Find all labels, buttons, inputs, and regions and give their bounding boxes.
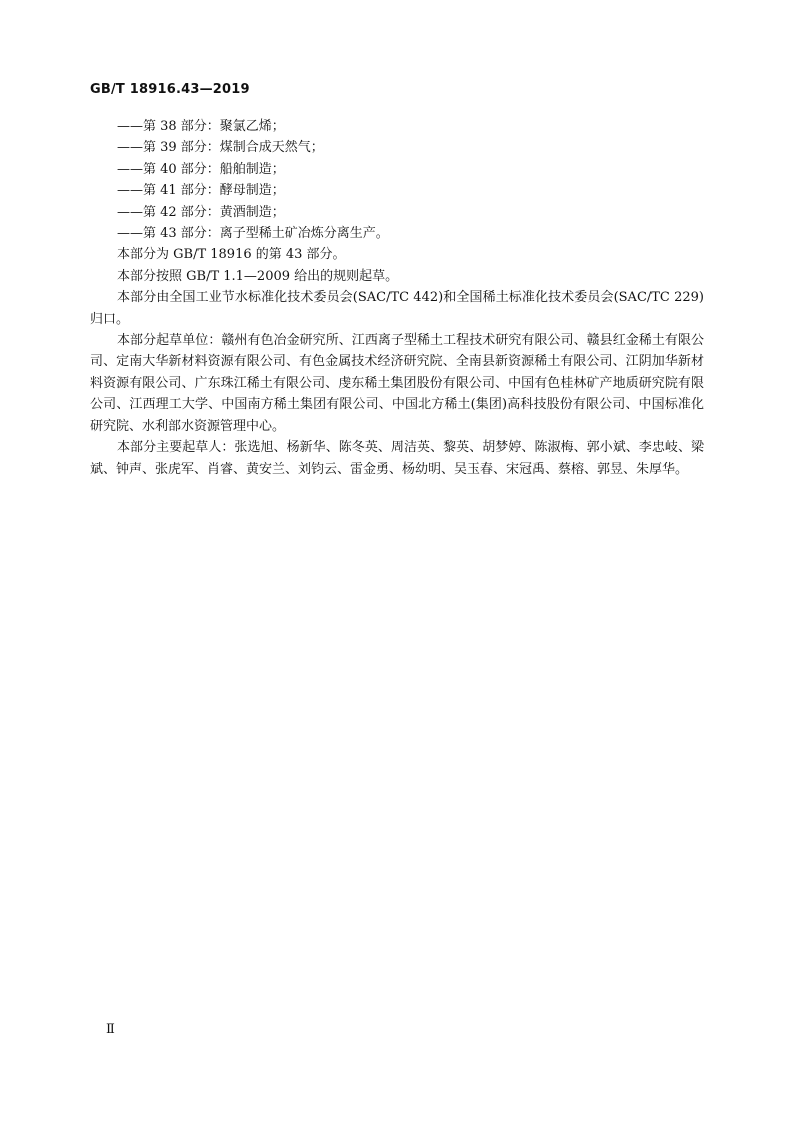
responsible-committee-paragraph: 本部分由全国工业节水标准化技术委员会(SAC/TC 442)和全国稀土标准化技术委员会(SAC/TC 229)归口。 (90, 290, 704, 327)
part-list-item: ——第 40 部分：船舶制造； (117, 161, 285, 177)
part-list-item: ——第 43 部分：离子型稀土矿冶炼分离生产。 (117, 226, 389, 242)
drafting-rules-paragraph: 本部分按照 GB/T 1.1—2009 给出的规则起草。 (117, 268, 399, 284)
page-number: Ⅱ (106, 1022, 115, 1037)
part-list-item: ——第 39 部分：煤制合成天然气； (117, 140, 324, 156)
foreword-body (90, 116, 704, 480)
part-list-item: ——第 41 部分：酵母制造； (117, 183, 285, 199)
main-drafters-paragraph: 本部分主要起草人：张选旭、杨新华、陈冬英、周洁英、黎英、胡梦婷、陈淑梅、郭小斌、李忠岐、梁斌、钟声、张虎军、肖睿、黄安兰、刘钧云、雷金勇、杨幼明、吴玉春、宋冠禹、蔡榕、郭昱、朱厚华。 (90, 440, 704, 477)
part-statement-paragraph: 本部分为 GB/T 18916 的第 43 部分。 (117, 247, 346, 263)
drafting-units-paragraph: 本部分起草单位：赣州有色冶金研究所、江西离子型稀土工程技术研究有限公司、赣县红金稀土有限公司、定南大华新材料资源有限公司、有色金属技术经济研究院、全南县新资源稀土有限公司、江阴加华新材料资源有限公司、广东珠江稀土有限公司、虔东稀土集团股份有限公司、中国有色桂林矿产地质研究院有限公司、江西理工大学、中国南方稀土集团有限公司、中国北方稀土(集团)高科技股份有限公司、中国标准化研究院、水利部水资源管理中心。 (90, 333, 704, 434)
part-list-item: ——第 38 部分：聚氯乙烯； (117, 119, 285, 134)
standard-code-header: GB/T 18916.43—2019 (90, 82, 250, 97)
part-list-item: ——第 42 部分：黄酒制造； (117, 204, 285, 220)
